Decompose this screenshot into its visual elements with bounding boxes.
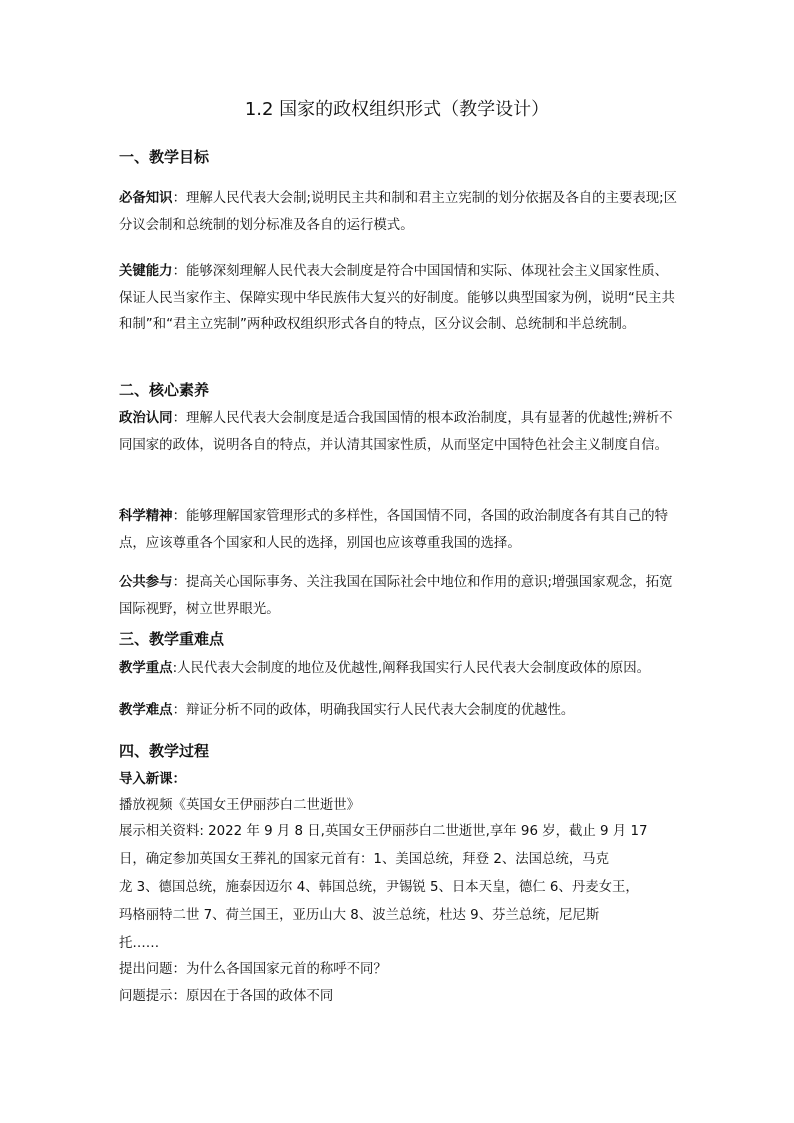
section-heading-goals: 一、教学目标 — [119, 148, 210, 166]
text-focus: :人民代表大会制度的地位及优越性,阐释我国实行人民代表大会制度政体的原因。 — [172, 661, 650, 676]
text-difficulty: ：辩证分析不同的政体，明确我国实行人民代表大会制度的优越性。 — [172, 703, 575, 718]
paragraph-focus — [119, 656, 679, 683]
section-heading-keypoints: 三、教学重难点 — [119, 630, 225, 648]
section-heading-literacy: 二、核心素养 — [119, 381, 210, 399]
label-ability: 关键能力 — [119, 264, 173, 279]
text-knowledge: ：理解人民代表大会制;说明民主共和制和君主立宪制的划分依据及各自的主要表现;区分议会制和总统制的划分标准及各自的运行模式。 — [119, 191, 678, 233]
label-public: 公共参与 — [119, 575, 173, 590]
text-science: ：能够理解国家管理形式的多样性，各国国情不同，各国的政治制度各有其自己的特点，应该尊重各个国家和人民的选择，别国也应该尊重我国的选择。 — [119, 509, 669, 551]
text-public: ：提高关心国际事务、关注我国在国际社会中地位和作用的意识;增强国家观念，拓宽国际视野，树立世界眼光。 — [119, 575, 673, 617]
paragraph-ability — [119, 259, 679, 339]
process-line-material-1: 展示相关资料: 2022 年 9 月 8 日,英国女王伊丽莎白二世逝世,享年 96 岁，截止 9 月 17 — [119, 824, 648, 839]
text-ability: ：能够深刻理解人民代表大会制度是符合中国国情和实际、体现社会主义国家性质、保证人民当家作主、保障实现中华民族伟大复兴的好制度。能够以典型国家为例，说明“民主共和制”和“君主立宪制”两种政权组织形式各自的特点，区分议会制、总统制和半总统制。 — [119, 264, 675, 332]
intro-label: 导入新课： — [119, 772, 186, 787]
label-knowledge: 必备知识 — [119, 191, 173, 206]
process-line-question: 提出问题：为什么各国国家元首的称呼不同？ — [119, 962, 387, 977]
label-difficulty: 教学难点 — [119, 703, 173, 718]
process-line-material-2: 日，确定参加英国女王葬礼的国家元首有：1、美国总统，拜登 2、法国总统，马克 — [119, 852, 609, 867]
paragraph-knowledge — [119, 186, 679, 239]
document-title: 1.2 国家的政权组织形式（教学设计） — [244, 99, 550, 120]
process-line-material-5: 托…… — [119, 936, 160, 951]
label-science: 科学精神 — [119, 509, 173, 524]
process-line-material-3: 龙 3、德国总统，施泰因迈尔 4、韩国总统，尹锡锐 5、日本天皇，德仁 6、丹麦女王， — [119, 880, 639, 895]
label-political: 政治认同 — [119, 411, 173, 426]
paragraph-public — [119, 570, 679, 623]
paragraph-difficulty — [119, 698, 679, 725]
process-line-video: 播放视频《英国女王伊丽莎白二世逝世》 — [119, 798, 361, 813]
paragraph-science — [119, 504, 679, 557]
process-line-hint: 问题提示：原因在于各国的政体不同 — [119, 989, 334, 1004]
paragraph-political — [119, 406, 679, 459]
process-line-material-4: 玛格丽特二世 7、荷兰国王，亚历山大 8、波兰总统，杜达 9、芬兰总统，尼尼斯 — [119, 908, 600, 923]
label-focus: 教学重点 — [119, 661, 173, 676]
text-political: ：理解人民代表大会制度是适合我国国情的根本政治制度，具有显著的优越性;辨析不同国家的政体，说明各自的特点，并认清其国家性质，从而坚定中国特色社会主义制度自信。 — [119, 411, 673, 453]
section-heading-process: 四、教学过程 — [119, 742, 210, 760]
